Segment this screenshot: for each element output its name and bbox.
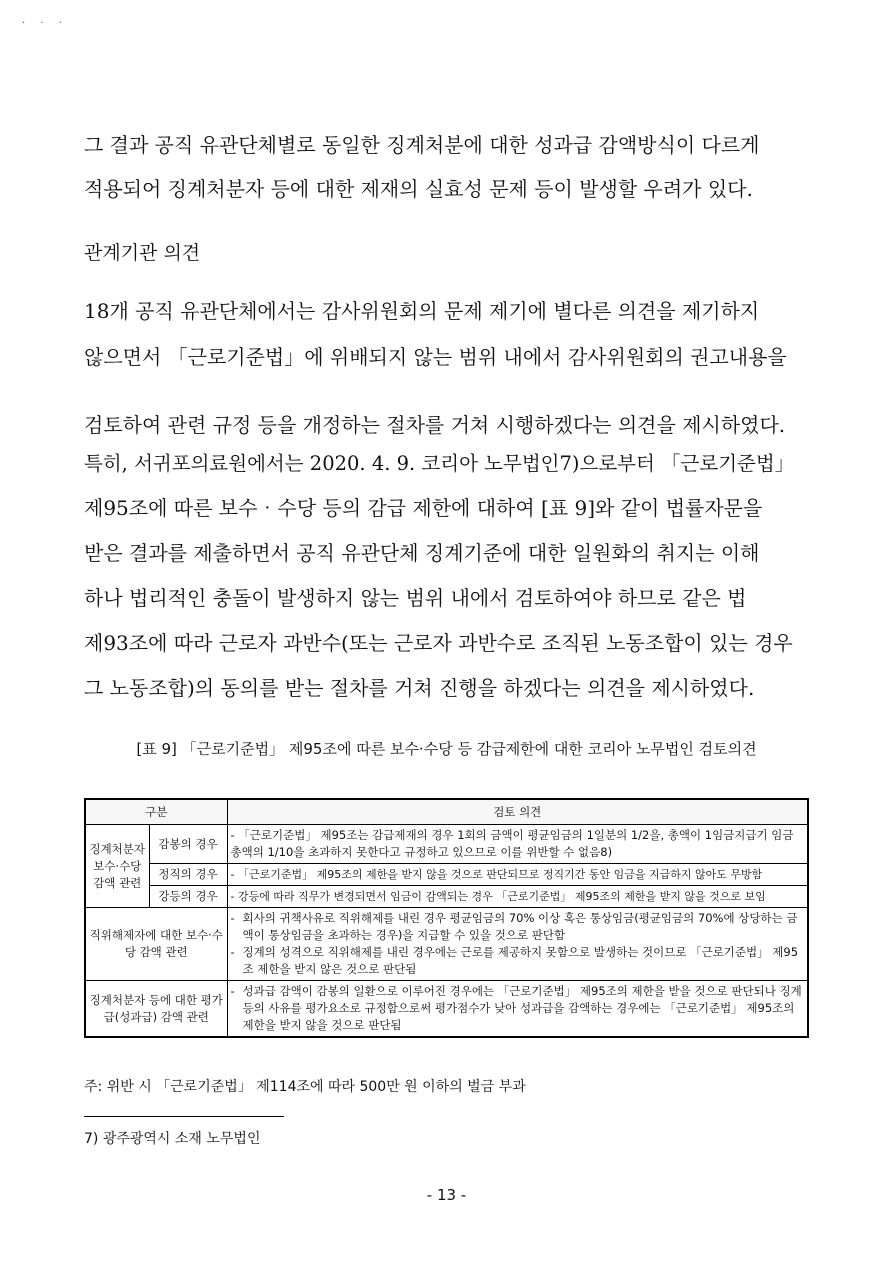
paragraph-line: 그 결과 공직 유관단체별로 동일한 징계처분에 대한 성과급 감액방식이 다르게: [84, 133, 760, 157]
table-row: [85, 864, 808, 886]
paragraph-line: 제93조에 따라 근로자 과반수(또는 근로자 과반수로 조직된 노동조합이 있는 경우: [84, 631, 793, 655]
footnote-divider: [84, 1116, 284, 1117]
row-text: - 「근로기준법」 제95조는 감급제재의 경우 1회의 금액이 평균임금의 1일분의 1/2을, 총액이 1임금지급기 임금총액의 1/10을 초과하지 못한다고 규정하고 있으므로 이를 위반할 수 없음8): [227, 825, 808, 864]
row-text: - 「근로기준법」 제95조의 제한을 받지 않을 것으로 판단되므로 정직기간 동안 임금을 지급하지 않아도 무방함: [227, 864, 808, 886]
review-table: [84, 798, 809, 1038]
footnote: 7) 광주광역시 소재 노무법인: [84, 1131, 261, 1147]
table-row: [85, 886, 808, 908]
table-row: [85, 981, 808, 1038]
row-label: 징계처분자 등에 대한 평가급(성과급) 감액 관련: [85, 981, 227, 1038]
row-label: 정직의 경우: [149, 864, 227, 886]
list-item: - 회사의 귀책사유로 직위해제를 내린 경우 평균임금의 70% 이상 혹은 통상임금(평균임금의 70%에 상당하는 금액이 통상임금을 초과하는 경우)을 지급할 수 있을 것으로 판단함: [230, 911, 798, 942]
header-category: 구분: [85, 799, 227, 825]
table-caption: [표 9] 「근로기준법」 제95조에 따른 보수‧수당 등 감급제한에 대한 코리아 노무법인 검토의견: [136, 740, 757, 758]
paragraph-line: 하나 법리적인 충돌이 발생하지 않는 범위 내에서 검토하여야 하므로 같은 법: [84, 586, 747, 610]
paragraph-line: 18개 공직 유관단체에서는 감사위원회의 문제 제기에 별다른 의견을 제기하지: [84, 299, 760, 323]
paragraph-line: 제95조에 따른 보수‧수당 등의 감급 제한에 대하여 [표 9]와 같이 법률자문을: [84, 496, 763, 520]
table-row: [85, 825, 808, 864]
list-item: - 성과급 감액이 감봉의 일환으로 이루어진 경우에는 「근로기준법」 제95조의 제한을 받을 것으로 판단되나 징계 등의 사유를 평가요소로 규정함으로써 평가점수가 낮아 성과급을 감액하는 경우에는 「근로기준법」 제95조의 제한을 받지 않을 것으로 판단됨: [230, 984, 802, 1032]
paragraph-line: 특히, 서귀포의료원에서는 2020. 4. 9. 코리아 노무법인7)으로부터 「근로기준법」: [84, 452, 795, 475]
header-opinion: 검토 의견: [227, 799, 808, 825]
row-text: [227, 981, 808, 1038]
list-item: - 징계의 성격으로 직위해제를 내린 경우에는 근로를 제공하지 못함으로 발생하는 것이므로 「근로기준법」 제95조 제한을 받지 않은 것으로 판단됨: [230, 945, 799, 976]
paragraph-line: 적용되어 징계처분자 등에 대한 제재의 실효성 문제 등이 발생할 우려가 있다.: [84, 177, 753, 201]
paragraph-line: 않으면서 「근로기준법」에 위배되지 않는 범위 내에서 감사위원회의 권고내용을: [84, 345, 787, 369]
row-text: - 강등에 따라 직무가 변경되면서 임금이 감액되는 경우 「근로기준법」 제95조의 제한을 받지 않을 것으로 보임: [227, 886, 808, 908]
row-label: 감봉의 경우: [149, 825, 227, 864]
row-label: 직위해제자에 대한 보수‧수당 감액 관련: [85, 908, 227, 981]
section-heading: 관계기관 의견: [84, 242, 201, 264]
paragraph-line: 그 노동조합)의 동의를 받는 절차를 거쳐 진행을 하겠다는 의견을 제시하였다.: [84, 676, 755, 700]
table-note: 주: 위반 시 「근로기준법」 제114조에 따라 500만 원 이하의 벌금 부과: [84, 1079, 526, 1095]
table-header-row: [85, 799, 808, 825]
page-number: - 13 -: [426, 1186, 467, 1204]
row-text: [227, 908, 808, 981]
group-label: 징계처분자 보수‧수당 감액 관련: [85, 825, 149, 908]
paragraph-line: 받은 결과를 제출하면서 공직 유관단체 징계기준에 대한 일원화의 취지는 이해: [84, 541, 760, 565]
paragraph-line: 검토하여 관련 규정 등을 개정하는 절차를 거쳐 시행하겠다는 의견을 제시하였다.: [84, 413, 786, 437]
scan-marks: · · ·: [22, 18, 68, 29]
row-label: 강등의 경우: [149, 886, 227, 908]
table-row: [85, 908, 808, 981]
